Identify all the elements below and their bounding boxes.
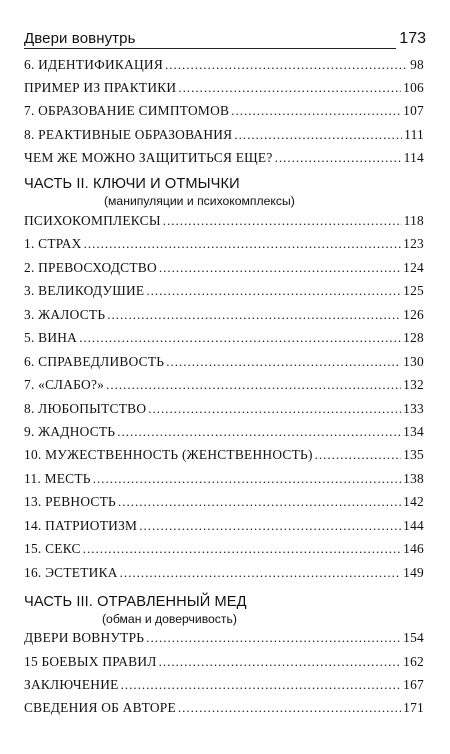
toc-entry-label: 7. ОБРАЗОВАНИЕ СИМПТОМОВ [24,103,230,118]
part-subtitle: (обман и доверчивость) [102,612,237,626]
toc-entry [24,283,424,299]
toc-entry-label: 6. СПРАВЕДЛИВОСТЬ [24,354,165,369]
toc-entry-label: ПСИХОКОМПЛЕКСЫ [24,213,161,228]
toc-entry-page: 162 [403,654,424,669]
toc-entry-page: 124 [403,260,424,275]
toc-entry [24,401,424,417]
toc-entry-page: 114 [403,150,424,165]
toc-entry-page: 144 [403,518,424,533]
toc-leader-dots [234,127,402,143]
toc-entry-page: 130 [403,354,424,369]
toc-entry-page: 146 [403,541,424,556]
toc-leader-dots [163,213,402,229]
toc-entry-label: ДВЕРИ ВОВНУТРЬ [24,630,145,645]
toc-leader-dots [165,57,408,73]
toc-leader-dots [231,103,401,119]
toc-entry-label: 6. ИДЕНТИФИКАЦИЯ [24,57,164,72]
toc-entry-label: ЗАКЛЮЧЕНИЕ [24,677,119,692]
toc-entry-label: 8. ЛЮБОПЫТСТВО [24,401,147,416]
toc-leader-dots [146,630,401,646]
toc-entry-page: 134 [403,424,424,439]
toc-leader-dots [79,330,401,346]
page-number: 173 [399,30,426,47]
toc-leader-dots [315,447,401,463]
toc-entry-page: 154 [403,630,424,645]
toc-entry-label: 13. РЕВНОСТЬ [24,494,116,509]
toc-entry-label: 11. МЕСТЬ [24,471,91,486]
toc-entry [24,700,424,716]
toc-entry-label: 3. ВЕЛИКОДУШИЕ [24,283,145,298]
toc-leader-dots [120,565,401,581]
toc-entry-label: 3. ЖАЛОСТЬ [24,307,106,322]
toc-entry-page: 111 [404,127,424,142]
toc-entry [24,541,424,557]
toc-leader-dots [84,236,402,252]
toc-entry-page: 118 [403,213,424,228]
toc-entry-label: 15. СЕКС [24,541,81,556]
toc-entry-label: 16. ЭСТЕТИКА [24,565,118,580]
toc-leader-dots [178,80,401,96]
toc-leader-dots [275,150,402,166]
toc-entry [24,471,424,487]
running-header [24,28,426,50]
toc-leader-dots [166,354,401,370]
toc-entry [24,57,424,73]
toc-entry-label: 7. «СЛАБО?» [24,377,105,392]
toc-entry-page: 128 [403,330,424,345]
toc-entry-page: 171 [403,700,424,715]
toc-entry [24,494,424,510]
toc-entry-page: 123 [403,236,424,251]
toc-leader-dots [146,283,401,299]
toc-entry [24,354,424,370]
toc-entry [24,447,424,463]
toc-entry-label: 2. ПРЕВОСХОДСТВО [24,260,157,275]
part-subtitle: (манипуляции и психокомплексы) [104,194,295,208]
toc-entry-page: 135 [403,447,424,462]
toc-entry [24,518,424,534]
toc-entry [24,677,424,693]
header-rule [24,48,396,49]
header-title: Двери вовнутрь [24,30,136,47]
toc-entry-page: 138 [403,471,424,486]
toc-entry [24,424,424,440]
toc-entry [24,260,424,276]
toc-leader-dots [118,494,401,510]
toc-entry-page: 126 [403,307,424,322]
toc-leader-dots [148,401,401,417]
toc-entry-page: 125 [403,283,424,298]
toc-entry [24,565,424,581]
toc-entry [24,80,424,96]
toc-entry [24,127,424,143]
toc-leader-dots [121,677,402,693]
toc-leader-dots [83,541,401,557]
toc-entry [24,630,424,646]
toc-entry [24,103,424,119]
toc-entry-page: 142 [403,494,424,509]
toc-entry-page: 106 [403,80,424,95]
toc-entry-page: 107 [403,103,424,118]
toc-leader-dots [93,471,401,487]
toc-leader-dots [117,424,401,440]
toc-entry [24,236,424,252]
toc-entry-page: 133 [403,401,424,416]
toc-leader-dots [139,518,401,534]
toc-entry-label: 5. ВИНА [24,330,78,345]
toc-entry-label: СВЕДЕНИЯ ОБ АВТОРЕ [24,700,176,715]
part-title: ЧАСТЬ III. ОТРАВЛЕННЫЙ МЕД [24,594,247,610]
toc-entry-page: 167 [403,677,424,692]
toc-entry-label: 9. ЖАДНОСТЬ [24,424,116,439]
toc-entry-page: 149 [403,565,424,580]
toc-entry [24,150,424,166]
toc-leader-dots [107,307,401,323]
toc-entry-label: 1. СТРАХ [24,236,82,251]
toc-entry-page: 132 [403,377,424,392]
toc-entry [24,654,424,670]
toc-entry [24,377,424,393]
toc-entry [24,307,424,323]
toc-entry-page: 98 [410,57,424,72]
toc-entry-label: 10. МУЖЕСТВЕННОСТЬ (ЖЕНСТВЕННОСТЬ) [24,447,313,462]
toc-entry-label: 14. ПАТРИОТИЗМ [24,518,138,533]
toc-entry-label: 15 БОЕВЫХ ПРАВИЛ [24,654,157,669]
toc-entry-label: ЧЕМ ЖЕ МОЖНО ЗАЩИТИТЬСЯ ЕЩЕ? [24,150,273,165]
toc-leader-dots [178,700,401,716]
toc-leader-dots [106,377,401,393]
toc-leader-dots [159,260,401,276]
toc-leader-dots [159,654,402,670]
part-title: ЧАСТЬ II. КЛЮЧИ И ОТМЫЧКИ [24,176,240,192]
toc-entry [24,213,424,229]
toc-entry [24,330,424,346]
toc-entry-label: ПРИМЕР ИЗ ПРАКТИКИ [24,80,177,95]
toc-entry-label: 8. РЕАКТИВНЫЕ ОБРАЗОВАНИЯ [24,127,233,142]
